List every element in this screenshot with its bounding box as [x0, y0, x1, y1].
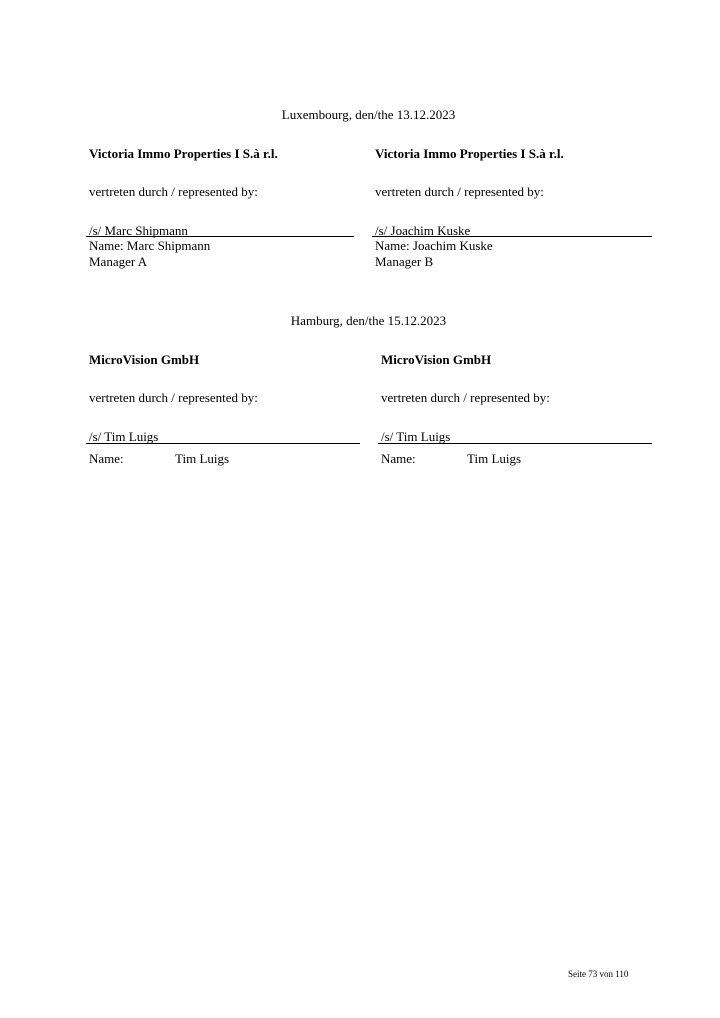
- right-signature-line: [372, 236, 652, 237]
- right-name-label-2: Name:: [381, 451, 416, 466]
- right-signature: /s/ Joachim Kuske: [375, 223, 471, 238]
- left-represented-by: vertreten durch / represented by:: [89, 184, 258, 199]
- left-company-name-2: MicroVision GmbH: [89, 352, 200, 367]
- left-signature-2: /s/ Tim Luigs: [89, 429, 159, 444]
- right-represented-by-2: vertreten durch / represented by:: [381, 390, 550, 405]
- left-represented-by-2: vertreten durch / represented by:: [89, 390, 258, 405]
- right-company-name-2: MicroVision GmbH: [381, 352, 492, 367]
- place-date-luxembourg: Luxembourg, den/the 13.12.2023: [281, 107, 456, 122]
- right-signature-line-2: [378, 443, 652, 444]
- right-signer-name: Name: Joachim Kuske: [375, 238, 493, 253]
- right-signature-2: /s/ Tim Luigs: [381, 429, 451, 444]
- left-signer-name: Name: Marc Shipmann: [89, 238, 211, 253]
- right-represented-by: vertreten durch / represented by:: [375, 184, 544, 199]
- left-signer-role: Manager A: [89, 254, 148, 269]
- left-signature-line-2: [86, 443, 360, 444]
- right-signer-role: Manager B: [375, 254, 434, 269]
- left-signature-line: [86, 236, 354, 237]
- right-name-value-2: Tim Luigs: [467, 451, 522, 466]
- left-name-label-2: Name:: [89, 451, 124, 466]
- right-company-name: Victoria Immo Properties I S.à r.l.: [375, 146, 564, 161]
- left-company-name: Victoria Immo Properties I S.à r.l.: [89, 146, 278, 161]
- page-number: Seite 73 von 110: [568, 969, 629, 979]
- place-date-hamburg: Hamburg, den/the 15.12.2023: [290, 313, 447, 328]
- left-name-value-2: Tim Luigs: [175, 451, 230, 466]
- left-signature: /s/ Marc Shipmann: [89, 223, 188, 238]
